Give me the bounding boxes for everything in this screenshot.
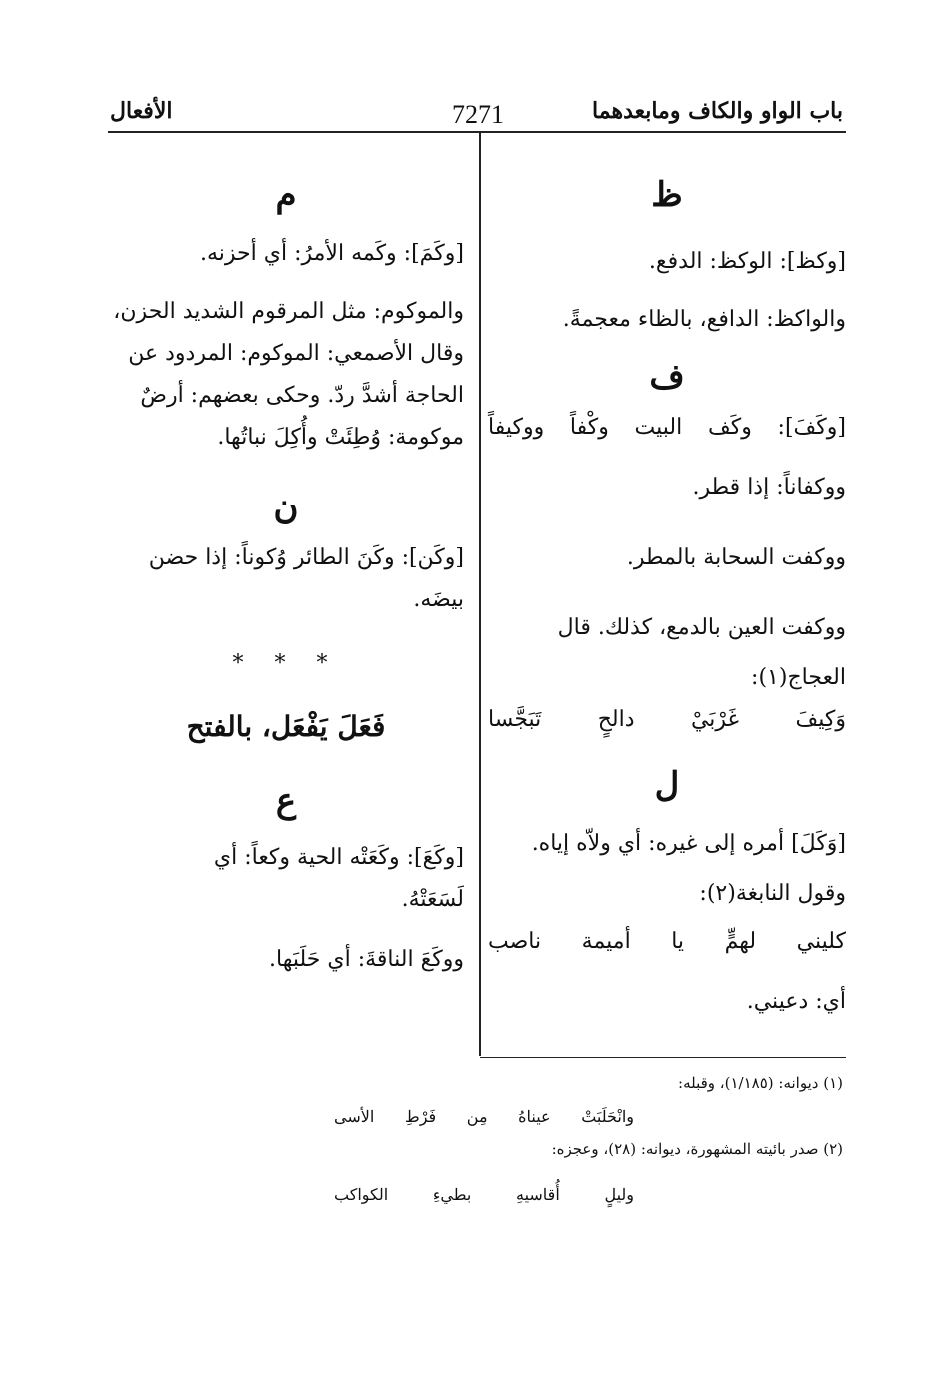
running-header-section: الأفعال bbox=[110, 98, 173, 124]
footnote-2: (٢) صدر بائيته المشهورة، ديوانه: (٢٨)، وعجزه: bbox=[551, 1140, 843, 1158]
entry-text: [وكَن]: وكَنَ الطائر وُكوناً: إذا حضن bbox=[148, 545, 464, 570]
entry-text: والموكوم: مثل المرقوم الشديد الحزن، bbox=[113, 299, 464, 324]
footnote-rule bbox=[480, 1057, 846, 1058]
right-column bbox=[488, 165, 846, 1023]
column-divider bbox=[479, 132, 481, 1056]
entry-text: لَسَعَتْهُ. bbox=[401, 887, 464, 912]
letter-heading: ع bbox=[275, 781, 297, 821]
entry-text: العجاج(١): bbox=[751, 665, 846, 690]
letter-heading: ن bbox=[273, 487, 299, 527]
letter-heading: م bbox=[275, 175, 297, 215]
entry-text: [وكَمَ]: وكَمه الأمرُ: أي أحزنه. bbox=[200, 241, 464, 266]
entry-text: ووكفاناً: إذا قطر. bbox=[692, 475, 846, 500]
entry-text: أي: دعيني. bbox=[746, 989, 846, 1014]
letter-heading: ل bbox=[654, 765, 680, 805]
letter-heading: ظ bbox=[651, 175, 683, 215]
verse-line: كليني لهمٍّ يا أميمة ناصب bbox=[488, 929, 846, 954]
entry-text: بيضَه. bbox=[413, 587, 464, 612]
entry-text: [وكَفَ]: وكَف البيت وكْفاً ووكيفاً bbox=[488, 415, 846, 440]
footnote-1: (١) ديوانه: (١/١٨٥)، وقبله: bbox=[678, 1074, 843, 1092]
verse-line: وَكِيفَ غَرْبَيْ دالحٍ تَبَجَّسا bbox=[488, 707, 846, 732]
entry-text: [وكَعَ]: وكَعَتْه الحية وكعاً: أي bbox=[213, 845, 464, 870]
entry-text: موكومة: وُطِئَتْ وأُكِلَ نباتُها. bbox=[217, 425, 464, 450]
letter-heading: ف bbox=[649, 357, 685, 397]
page-number: 7271 bbox=[452, 100, 504, 129]
footnote-2-verse: وليلٍ أُقاسيهِ بطيءِ الكواكب bbox=[334, 1185, 634, 1204]
entry-text: [وَكَلَ] أمره إلى غيره: أي ولاّه إياه. bbox=[531, 831, 846, 856]
entry-text: الحاجة أشدَّ ردّ. وحكى بعضهم: أرضٌ bbox=[140, 383, 464, 408]
footnote-1-verse: وانْحَلَبَتْ عيناهُ مِن فَرْطِ الأسى bbox=[334, 1107, 634, 1126]
entry-text: [وكظ]: الوكظ: الدفع. bbox=[648, 249, 846, 274]
section-separator: * * * bbox=[232, 651, 340, 676]
entry-text: والواكظ: الدافع، بالظاء معجمةً. bbox=[562, 307, 846, 332]
entry-text: ووكفت العين بالدمع، كذلك. قال bbox=[557, 615, 846, 640]
header-rule bbox=[108, 131, 846, 133]
entry-text: وقول النابغة(٢): bbox=[699, 881, 846, 906]
running-header-chapter: باب الواو والكاف ومابعدهما bbox=[592, 98, 843, 124]
entry-text: وقال الأصمعي: الموكوم: المردود عن bbox=[128, 341, 464, 366]
section-heading: فَعَلَ يَفْعَل، بالفتح bbox=[186, 710, 386, 743]
entry-text: ووكفت السحابة بالمطر. bbox=[626, 545, 846, 570]
entry-text: ووكَعَ الناقةَ: أي حَلَبَها. bbox=[269, 947, 464, 972]
left-column bbox=[108, 165, 464, 981]
